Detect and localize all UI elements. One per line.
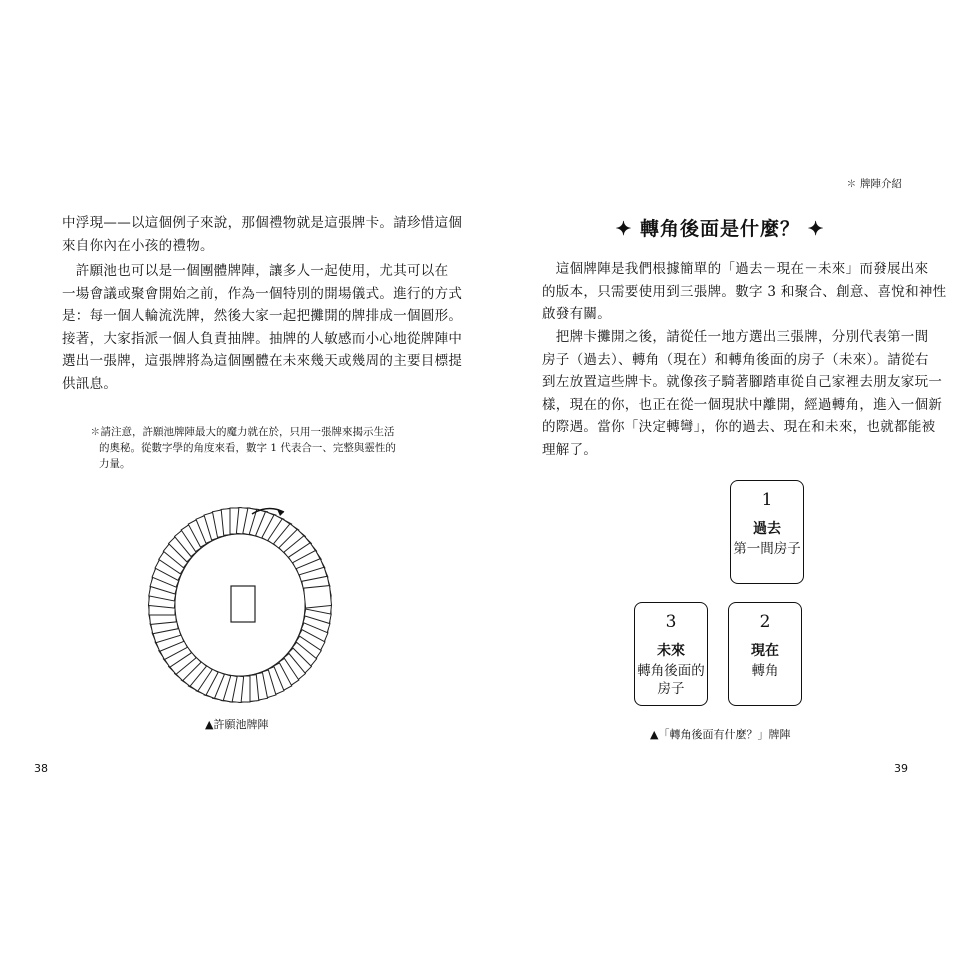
text-line: 房子（過去）、轉角（現在）和轉角後面的房子（未來）。請從右	[542, 351, 929, 368]
running-header: ✽ 牌陣介紹	[846, 178, 902, 190]
card-title: 未來	[657, 643, 685, 659]
text-line: 到左放置這些牌卡。就像孩子騎著腳踏車從自己家裡去朋友家玩一	[542, 374, 943, 390]
page-number-left: 38	[34, 762, 48, 775]
text-line: 是：每一個人輪流洗牌，然後大家一起把攤開的牌排成一個圓形。	[62, 308, 463, 324]
card-past	[730, 480, 804, 584]
text-line: 啟發有關。	[542, 306, 611, 322]
card-future	[634, 602, 708, 706]
card-number: 3	[665, 612, 677, 632]
card-number: 1	[761, 490, 773, 510]
page-number-right: 39	[894, 762, 908, 775]
card-present	[728, 602, 802, 706]
ring-card	[304, 586, 332, 608]
left-caption: ▲許願池牌陣	[205, 718, 269, 731]
note-line: 的奧秘。從數字學的角度來看，數字 1 代表合一、完整與靈性的	[99, 442, 396, 454]
footnote	[90, 424, 396, 472]
text-line: 許願池也可以是一個團體牌陣，讓多人一起使用，尤其可以在	[62, 263, 449, 279]
card-description: 第一間房子	[733, 541, 801, 557]
right-paragraph-1	[542, 258, 946, 326]
text-line: 中浮現——以這個例子來說，那個禮物就是這張牌卡。請珍惜這個	[62, 215, 463, 231]
text-line: 把牌卡攤開之後，請從任一地方選出三張牌，分別代表第一間	[542, 329, 929, 345]
card-title: 過去	[753, 521, 781, 537]
right-page	[480, 0, 960, 960]
card-description: 轉角後面的	[637, 663, 705, 679]
text-line: 的版本，只需要使用到三張牌。數字 3 和聚合、創意、喜悅和神性	[542, 283, 947, 300]
text-line: 選出一張牌，這張牌將為這個團體在未來幾天或幾周的主要目標提	[62, 353, 463, 369]
text-line: 的際遇。當你「決定轉彎」，你的過去、現在和未來，也就都能被	[542, 419, 936, 435]
text-line: 接著，大家指派一個人負責抽牌。抽牌的人敏感而小心地從牌陣中	[62, 330, 463, 347]
card-title: 現在	[751, 643, 779, 659]
text-line: 一場會議或聚會開始之前，作為一個特別的開場儀式。進行的方式	[62, 285, 463, 302]
card-description: 轉角	[751, 663, 779, 679]
text-line: 樣，現在的你，也正在從一個現狀中離開，經過轉角，進入一個新	[542, 396, 943, 413]
section-title: ✦ 轉角後面是什麼？ ✦	[615, 218, 825, 240]
card-number: 2	[759, 612, 771, 632]
text-line: 來自你內在小孩的禮物。	[62, 237, 214, 254]
text-line: 這個牌陣是我們根據簡單的「過去－現在－未來」而發展出來	[542, 261, 929, 277]
text-line: 理解了。	[542, 441, 598, 458]
right-caption: ▲「轉角後面有什麼？」牌陣	[650, 728, 791, 741]
card-description: 房子	[657, 681, 685, 697]
note-line: ✽請注意，許願池牌陣最大的魔力就在於，只用一張牌來揭示生活	[90, 426, 395, 438]
text-line: 供訊息。	[62, 375, 118, 392]
center-card	[231, 586, 255, 622]
left-paragraph-1	[62, 212, 462, 257]
right-paragraph-2	[542, 326, 942, 461]
note-line: 力量。	[99, 458, 131, 470]
wishing-well-spread-diagram	[140, 500, 340, 710]
left-paragraph-2	[62, 260, 462, 395]
